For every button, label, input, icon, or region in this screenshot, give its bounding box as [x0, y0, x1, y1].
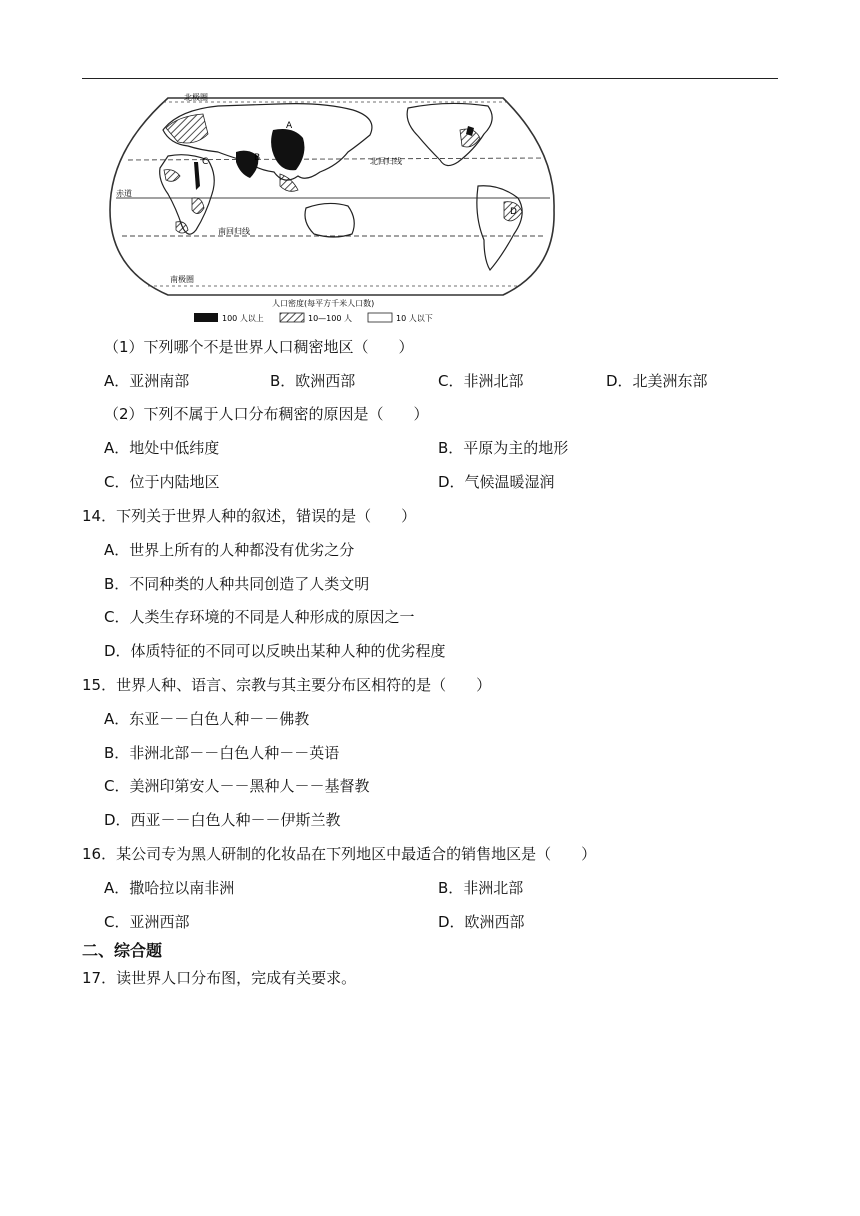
q16-option-b[interactable]: B．非洲北部 [438, 879, 524, 897]
label-c: C [202, 157, 209, 167]
q13-2-option-b[interactable]: B．平原为主的地形 [438, 439, 569, 457]
legend-swatch-high [194, 313, 218, 322]
nile-dense [194, 162, 200, 190]
label-tropic-cancer: 北回归线 [370, 157, 402, 166]
q14-stem: 14．下列关于世界人种的叙述，错误的是（ ） [82, 507, 417, 525]
q16-option-d[interactable]: D．欧洲西部 [438, 913, 525, 931]
q13-1-option-b[interactable]: B．欧洲西部 [270, 372, 356, 390]
q13-2-option-d[interactable]: D．气候温暖湿润 [438, 473, 555, 491]
east-africa-hatch [192, 198, 204, 214]
q14-option-b[interactable]: B．不同种类的人种共同创造了人类文明 [104, 575, 370, 593]
q17-stem: 17．读世界人口分布图，完成有关要求。 [82, 969, 357, 987]
southeast-asia-hatch [280, 174, 298, 191]
q16-stem: 16．某公司专为黑人研制的化妆品在下列地区中最适合的销售地区是（ ） [82, 845, 597, 863]
q13-1-option-c[interactable]: C．非洲北部 [438, 372, 524, 390]
q15-option-a[interactable]: A．东亚－－白色人种－－佛教 [104, 710, 310, 728]
q14-option-c[interactable]: C．人类生存环境的不同是人种形成的原因之一 [104, 608, 415, 626]
q13-2-option-c[interactable]: C．位于内陆地区 [104, 473, 220, 491]
q13-1-option-d[interactable]: D．北美洲东部 [606, 372, 708, 390]
world-population-map [108, 90, 556, 330]
q14-option-d[interactable]: D．体质特征的不同可以反映出某种人种的优劣程度 [104, 642, 446, 660]
legend-low-label: 10 人以下 [396, 314, 433, 323]
q13-2-option-a[interactable]: A．地处中低纬度 [104, 439, 220, 457]
legend-swatch-low [368, 313, 392, 322]
q15-option-c[interactable]: C．美洲印第安人－－黑种人－－基督教 [104, 777, 370, 795]
legend-mid-label: 10—100 人 [308, 314, 352, 323]
label-d: D [510, 207, 517, 217]
q16-option-c[interactable]: C．亚洲西部 [104, 913, 190, 931]
south-africa-hatch [176, 222, 188, 233]
label-b: B [254, 153, 261, 163]
west-africa-hatch [164, 170, 180, 182]
tropic-cancer-line [128, 158, 544, 160]
section-title: 二、综合题 [82, 941, 163, 960]
q13-2-stem: （2）下列不属于人口分布稠密的原因是（ ） [104, 405, 429, 423]
australia-landmass [305, 203, 354, 237]
legend-swatch-mid [280, 313, 304, 322]
q16-option-a[interactable]: A．撒哈拉以南非洲 [104, 879, 235, 897]
label-a: A [286, 121, 293, 131]
header-rule [82, 78, 778, 79]
q13-1-option-a[interactable]: A．亚洲南部 [104, 372, 190, 390]
label-tropic-capricorn: 南回归线 [218, 227, 250, 236]
legend-title: 人口密度(每平方千米人口数) [272, 299, 375, 308]
north-america-landmass [407, 103, 492, 165]
q13-1-stem: （1）下列哪个不是世界人口稠密地区（ ） [104, 338, 414, 356]
label-arctic-circle: 北极圈 [184, 93, 208, 102]
label-equator: 赤道 [116, 189, 132, 198]
q15-stem: 15．世界人种、语言、宗教与其主要分布区相符的是（ ） [82, 676, 492, 694]
europe-hatch [166, 114, 208, 143]
east-asia-dense [271, 129, 304, 170]
q15-option-d[interactable]: D．西亚－－白色人种－－伊斯兰教 [104, 811, 341, 829]
q15-option-b[interactable]: B．非洲北部－－白色人种－－英语 [104, 744, 340, 762]
q14-option-a[interactable]: A．世界上所有的人种都没有优劣之分 [104, 541, 355, 559]
label-antarctic-circle: 南极圈 [170, 275, 194, 284]
legend-high-label: 100 人以上 [222, 314, 264, 323]
